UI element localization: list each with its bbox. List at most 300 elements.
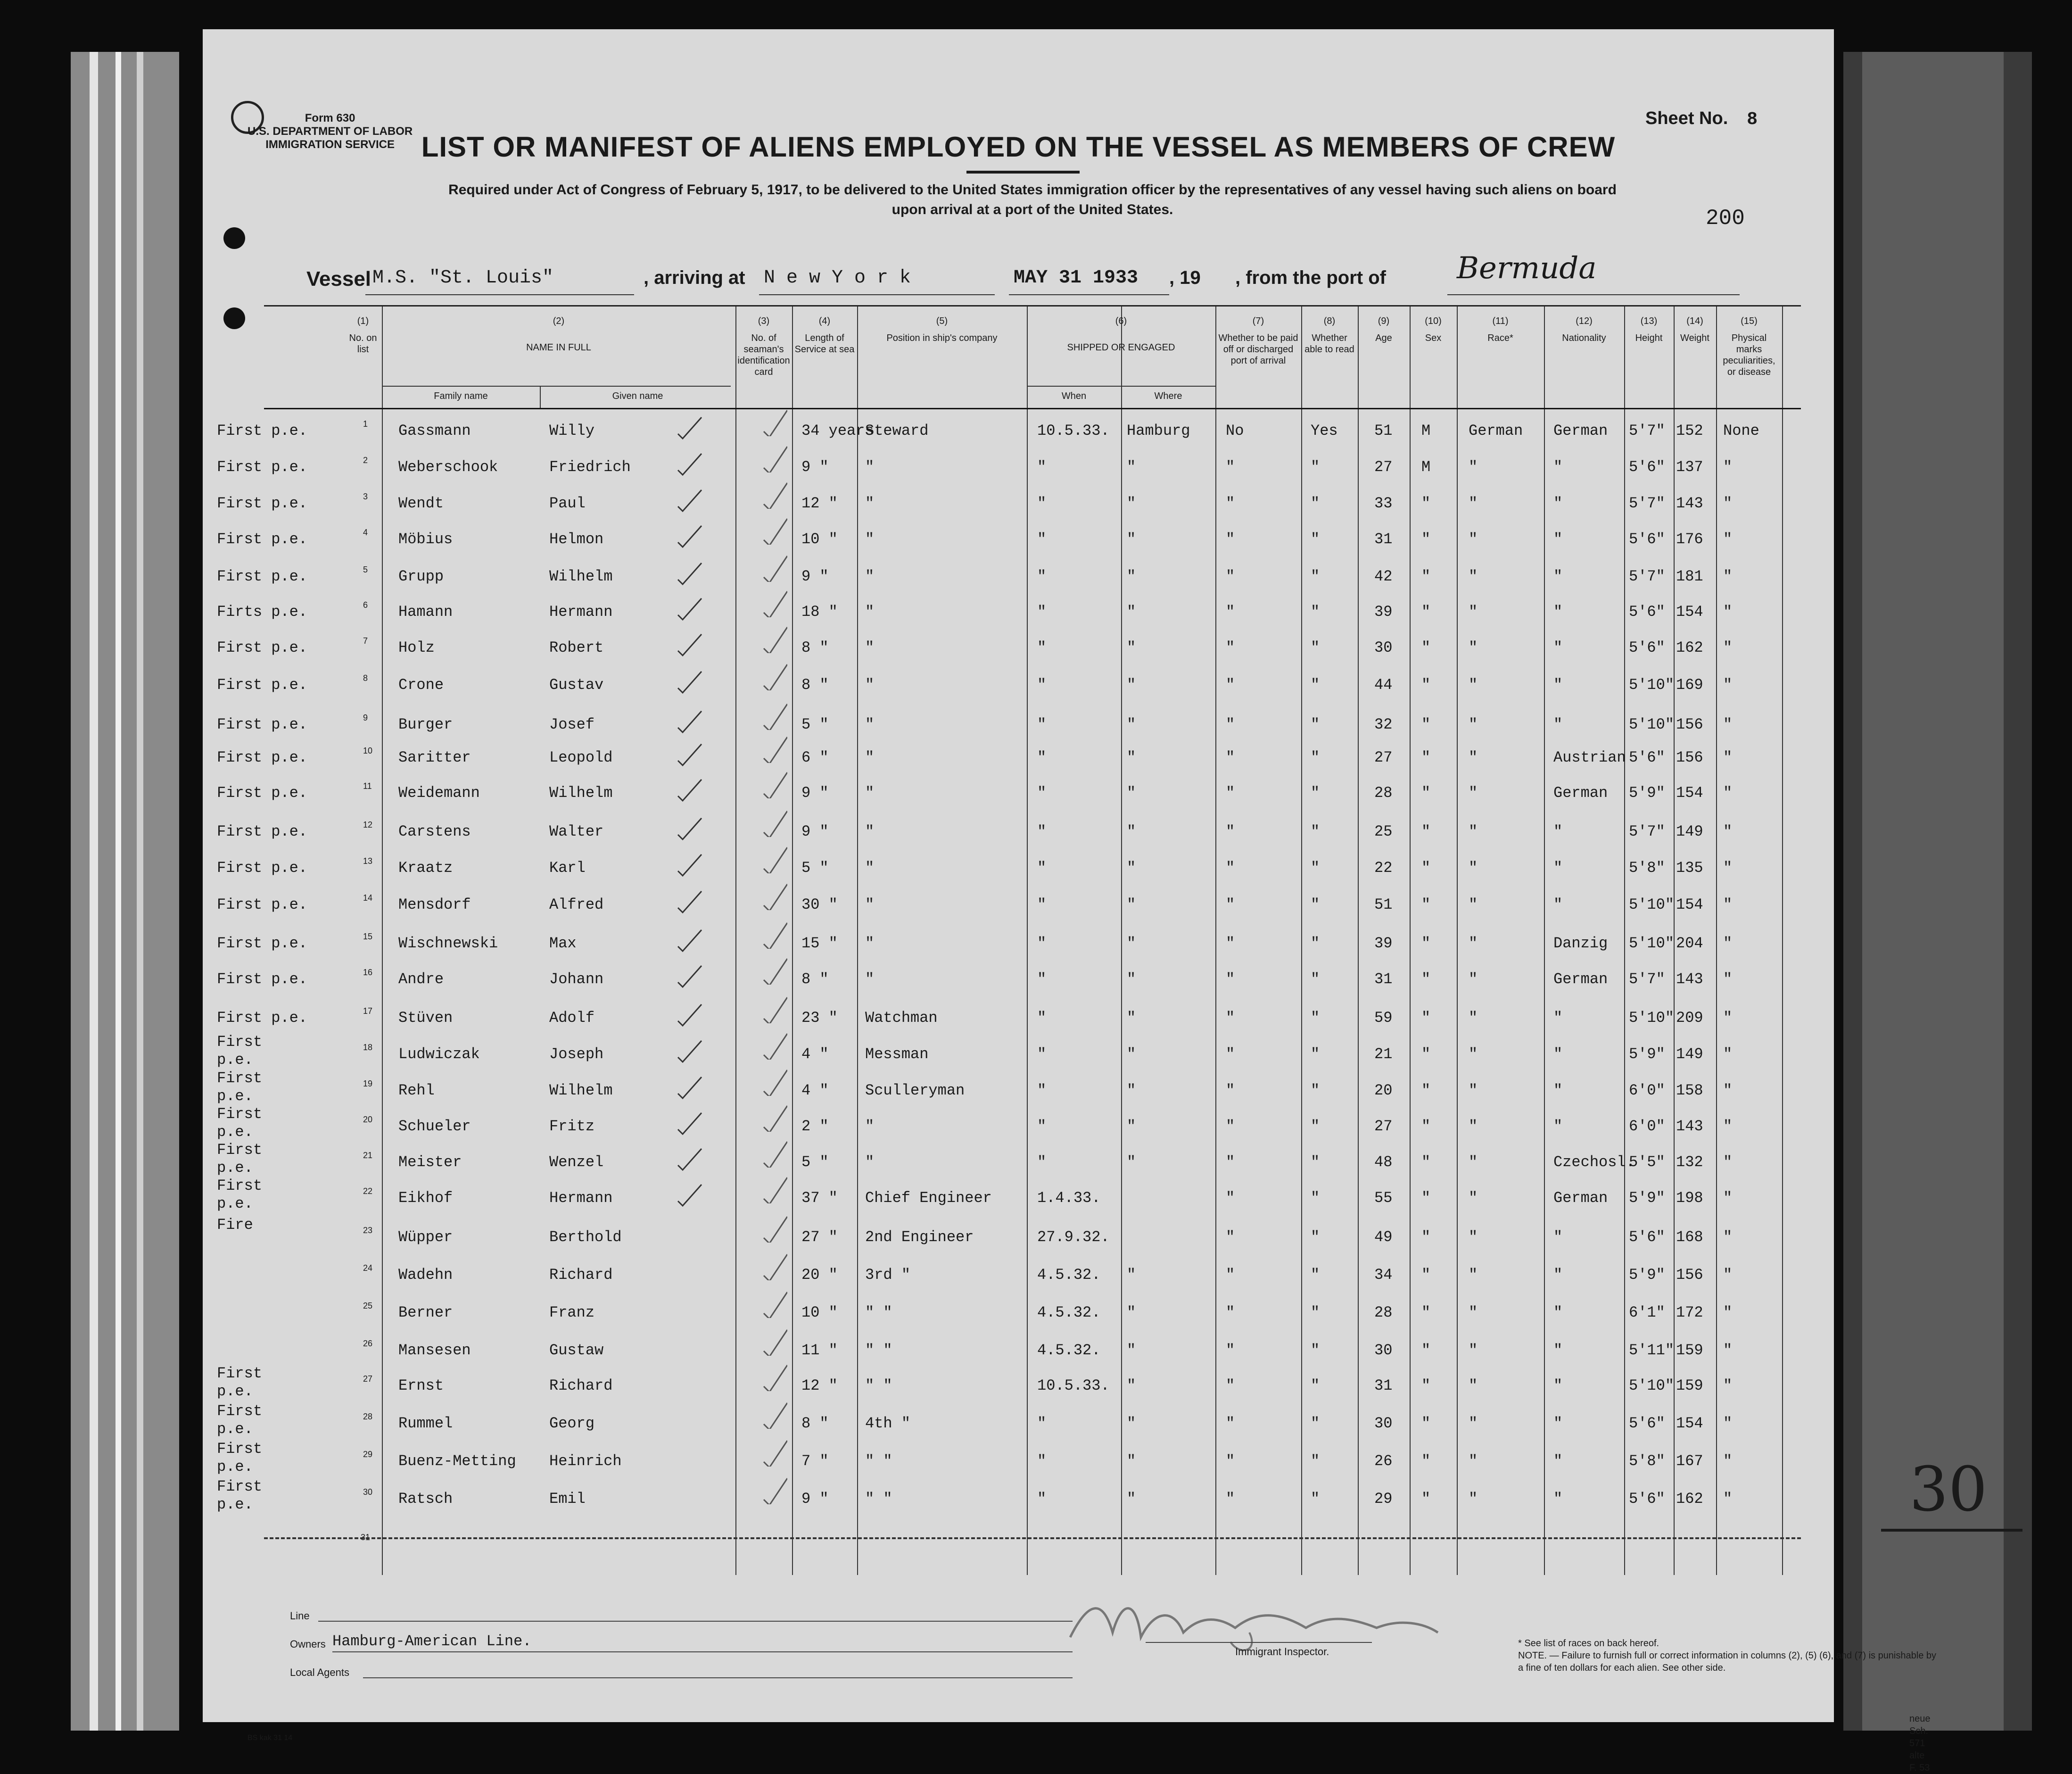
- nationality: ": [1553, 1266, 1563, 1284]
- able-to-read: ": [1311, 1045, 1320, 1063]
- paid-off: ": [1226, 676, 1235, 694]
- class-label: First p.e.: [217, 896, 308, 913]
- weight: 198: [1676, 1189, 1703, 1207]
- table-row: [217, 449, 1801, 486]
- row-31-number: 31: [361, 1533, 371, 1542]
- paid-off: ": [1226, 458, 1235, 476]
- shipped-when: ": [1037, 784, 1047, 802]
- nationality: ": [1553, 1228, 1563, 1246]
- nationality: ": [1553, 495, 1563, 512]
- column-header: Length of Service at sea: [794, 333, 855, 355]
- age: 26: [1374, 1452, 1393, 1470]
- length-of-service: 18 ": [801, 603, 838, 621]
- shipped-when: ": [1037, 639, 1047, 656]
- able-to-read: ": [1311, 716, 1320, 733]
- height: 5'6": [1629, 1490, 1665, 1508]
- position: 4th ": [865, 1415, 911, 1432]
- tally-count: 30: [1909, 1453, 1988, 1525]
- family-name: Kraatz: [398, 859, 453, 877]
- race: ": [1469, 458, 1478, 476]
- position: Messman: [865, 1045, 929, 1063]
- nationality: ": [1553, 1082, 1563, 1099]
- race: ": [1469, 639, 1478, 656]
- column-header: Race*: [1487, 333, 1513, 343]
- height: 5'7": [1629, 823, 1665, 840]
- checkmark-icon: [759, 770, 787, 798]
- nationality: ": [1553, 603, 1563, 621]
- weight: 154: [1676, 896, 1703, 913]
- sex: ": [1421, 1266, 1431, 1284]
- row-number: 11: [363, 781, 372, 791]
- column-number: (1): [357, 316, 369, 326]
- given-name: Alfred: [549, 896, 604, 913]
- length-of-service: 9 ": [801, 823, 829, 840]
- subtitle-line-2: upon arrival at a port of the United States.: [892, 202, 1173, 217]
- sex: ": [1421, 676, 1431, 694]
- checkmark-icon: [759, 1068, 787, 1096]
- given-name: Walter: [549, 823, 604, 840]
- checkmark-icon: [759, 1363, 787, 1391]
- table-row: [217, 1033, 1801, 1073]
- length-of-service: 9 ": [801, 1490, 829, 1508]
- row-number: 16: [363, 968, 373, 977]
- position: ": [865, 676, 875, 694]
- length-of-service: 9 ": [801, 458, 829, 476]
- table-row: [217, 1177, 1801, 1217]
- able-to-read: ": [1311, 1082, 1320, 1099]
- column-number: (13): [1640, 316, 1658, 326]
- column-subheader: Given name: [612, 391, 663, 401]
- shipped-when: ": [1037, 603, 1047, 621]
- height: 6'0": [1629, 1118, 1665, 1135]
- race: ": [1469, 896, 1478, 913]
- checkmark-icon: [674, 1072, 702, 1101]
- nationality: German: [1553, 1189, 1608, 1207]
- family-name: Weidemann: [398, 784, 480, 802]
- paid-off: ": [1226, 568, 1235, 585]
- checkmark-icon: [759, 882, 787, 910]
- paid-off: ": [1226, 1153, 1235, 1171]
- nationality: ": [1553, 1415, 1563, 1432]
- length-of-service: 37 ": [801, 1189, 838, 1207]
- weight: 162: [1676, 1490, 1703, 1508]
- sex: ": [1421, 823, 1431, 840]
- shipped-where: ": [1127, 495, 1136, 512]
- shipped-where: ": [1127, 639, 1136, 656]
- age: 25: [1374, 823, 1393, 840]
- length-of-service: 4 ": [801, 1045, 829, 1063]
- race: ": [1469, 970, 1478, 988]
- table-row: [217, 850, 1801, 887]
- able-to-read: ": [1311, 1377, 1320, 1394]
- form-number: Form 630: [305, 112, 355, 124]
- family-name: Möbius: [398, 531, 453, 548]
- weight: 156: [1676, 1266, 1703, 1284]
- height: 5'10": [1629, 1009, 1675, 1027]
- checkmark-icon: [674, 887, 702, 915]
- shipped-where: ": [1127, 1045, 1136, 1063]
- paid-off: ": [1226, 1009, 1235, 1027]
- physical-marks: ": [1723, 859, 1733, 877]
- age: 39: [1374, 603, 1393, 621]
- checkmark-icon: [674, 558, 702, 587]
- given-name: Wilhelm: [549, 784, 613, 802]
- checkmark-icon: [674, 1108, 702, 1136]
- class-label: Fire: [217, 1216, 253, 1234]
- family-name: Mansesen: [398, 1342, 471, 1359]
- age: 32: [1374, 716, 1393, 733]
- age: 30: [1374, 1342, 1393, 1359]
- paid-off: ": [1226, 1377, 1235, 1394]
- length-of-service: 27 ": [801, 1228, 838, 1246]
- age: 28: [1374, 1304, 1393, 1321]
- able-to-read: Yes: [1311, 422, 1338, 439]
- table-row: [264, 1257, 1801, 1293]
- paid-off: No: [1226, 422, 1244, 439]
- shipped-when: ": [1037, 749, 1047, 766]
- nationality: Czechosl.: [1553, 1153, 1635, 1171]
- length-of-service: 10 ": [801, 531, 838, 548]
- age: 31: [1374, 970, 1393, 988]
- sex: ": [1421, 1452, 1431, 1470]
- shipped-where: ": [1127, 970, 1136, 988]
- height: 5'6": [1629, 1415, 1665, 1432]
- height: 5'6": [1629, 749, 1665, 766]
- paid-off: ": [1226, 1342, 1235, 1359]
- family-name: Grupp: [398, 568, 444, 585]
- nationality: ": [1553, 531, 1563, 548]
- inspector-rule: [1146, 1642, 1372, 1643]
- table-row: [264, 1294, 1801, 1331]
- checkmark-icon: [674, 961, 702, 989]
- weight: 162: [1676, 639, 1703, 656]
- length-of-service: 12 ": [801, 495, 838, 512]
- class-label: First p.e.: [217, 1402, 263, 1438]
- sex: ": [1421, 1153, 1431, 1171]
- class-label: First p.e.: [217, 784, 308, 802]
- weight: 154: [1676, 1415, 1703, 1432]
- checkmark-icon: [759, 554, 787, 582]
- table-row: [217, 558, 1801, 595]
- given-name: Joseph: [549, 1045, 604, 1063]
- given-name: Karl: [549, 859, 586, 877]
- race: ": [1469, 1153, 1478, 1171]
- weight: 156: [1676, 716, 1703, 733]
- age: 28: [1374, 784, 1393, 802]
- family-name: Stüven: [398, 1009, 453, 1027]
- column-header: Weight: [1680, 333, 1709, 343]
- arriving-rule: [759, 294, 995, 295]
- nationality: German: [1553, 970, 1608, 988]
- physical-marks: ": [1723, 1118, 1733, 1135]
- age: 39: [1374, 935, 1393, 952]
- shipped-where: ": [1127, 935, 1136, 952]
- shipped-where: ": [1127, 716, 1136, 733]
- paid-off: ": [1226, 1415, 1235, 1432]
- vessel-rule: [365, 294, 634, 295]
- table-row: [217, 1216, 1801, 1256]
- height: 5'9": [1629, 784, 1665, 802]
- physical-marks: ": [1723, 639, 1733, 656]
- table-row: [217, 485, 1801, 522]
- row-number: 27: [363, 1374, 373, 1384]
- paid-off: ": [1226, 784, 1235, 802]
- checkmark-icon: [674, 1036, 702, 1064]
- column-number: (3): [758, 316, 770, 326]
- sex: M: [1421, 422, 1431, 439]
- class-label: First p.e.: [217, 935, 308, 952]
- paid-off: ": [1226, 1118, 1235, 1135]
- row-number: 17: [363, 1006, 373, 1016]
- age: 59: [1374, 1009, 1393, 1027]
- row-number: 13: [363, 856, 373, 866]
- age: 22: [1374, 859, 1393, 877]
- length-of-service: 6 ": [801, 749, 829, 766]
- position: ": [865, 784, 875, 802]
- able-to-read: ": [1311, 823, 1320, 840]
- weight: 154: [1676, 603, 1703, 621]
- class-label: First p.e.: [217, 1478, 263, 1513]
- table-row: [217, 630, 1801, 666]
- physical-marks: ": [1723, 896, 1733, 913]
- weight: 149: [1676, 1045, 1703, 1063]
- race: ": [1469, 1009, 1478, 1027]
- age: 27: [1374, 749, 1393, 766]
- able-to-read: ": [1311, 859, 1320, 877]
- race: ": [1469, 1082, 1478, 1099]
- given-name: Josef: [549, 716, 595, 733]
- length-of-service: 5 ": [801, 716, 829, 733]
- row-number: 26: [363, 1339, 373, 1348]
- age: 42: [1374, 568, 1393, 585]
- shipped-where: ": [1127, 896, 1136, 913]
- checkmark-icon: [759, 625, 787, 653]
- position: ": [865, 859, 875, 877]
- height: 5'9": [1629, 1045, 1665, 1063]
- column-header: Height: [1635, 333, 1663, 343]
- checkmark-icon: [674, 594, 702, 622]
- given-name: Willy: [549, 422, 595, 439]
- given-name: Berthold: [549, 1228, 622, 1246]
- nationality: German: [1553, 422, 1608, 439]
- length-of-service: 8 ": [801, 639, 829, 656]
- length-of-service: 10 ": [801, 1304, 838, 1321]
- length-of-service: 12 ": [801, 1377, 838, 1394]
- class-label: First p.e.: [217, 1009, 308, 1027]
- age: 30: [1374, 639, 1393, 656]
- sex: ": [1421, 749, 1431, 766]
- able-to-read: ": [1311, 1153, 1320, 1171]
- sex: ": [1421, 1304, 1431, 1321]
- physical-marks: ": [1723, 603, 1733, 621]
- race: ": [1469, 495, 1478, 512]
- able-to-read: ": [1311, 458, 1320, 476]
- family-name: Wischnewski: [398, 935, 498, 952]
- height: 5'10": [1629, 896, 1675, 913]
- position: ": [865, 495, 875, 512]
- physical-marks: ": [1723, 1009, 1733, 1027]
- checkmark-icon: [759, 1139, 787, 1168]
- shipped-when: ": [1037, 896, 1047, 913]
- given-name: Johann: [549, 970, 604, 988]
- footer-agents-rule: [363, 1677, 1073, 1678]
- family-name: Wadehn: [398, 1266, 453, 1284]
- table-row: [217, 521, 1801, 558]
- sex: ": [1421, 1377, 1431, 1394]
- weight: 181: [1676, 568, 1703, 585]
- shipped-where: ": [1127, 568, 1136, 585]
- nationality: ": [1553, 716, 1563, 733]
- row-number: 29: [363, 1450, 373, 1459]
- given-name: Hermann: [549, 1189, 613, 1207]
- weight: 154: [1676, 784, 1703, 802]
- race: ": [1469, 676, 1478, 694]
- shipped-where: ": [1127, 676, 1136, 694]
- weight: 156: [1676, 749, 1703, 766]
- class-label: First p.e.: [217, 568, 308, 585]
- given-name: Georg: [549, 1415, 595, 1432]
- footer-line-rule: [318, 1621, 1073, 1622]
- physical-marks: None: [1723, 422, 1759, 439]
- able-to-read: ": [1311, 1342, 1320, 1359]
- shipped-when: 4.5.32.: [1037, 1342, 1101, 1359]
- paid-off: ": [1226, 896, 1235, 913]
- race: ": [1469, 1118, 1478, 1135]
- column-header: SHIPPED OR ENGAGED: [1067, 342, 1175, 353]
- given-name: Franz: [549, 1304, 595, 1321]
- paid-off: ": [1226, 749, 1235, 766]
- class-label: First p.e.: [217, 639, 308, 656]
- sex: ": [1421, 859, 1431, 877]
- row-number: 4: [363, 528, 368, 537]
- position: ": [865, 1118, 875, 1135]
- race: ": [1469, 784, 1478, 802]
- physical-marks: ": [1723, 1304, 1733, 1321]
- paid-off: ": [1226, 1304, 1235, 1321]
- sex: ": [1421, 716, 1431, 733]
- shipped-when: ": [1037, 1009, 1047, 1027]
- weight: 204: [1676, 935, 1703, 952]
- height: 5'6": [1629, 531, 1665, 548]
- physical-marks: ": [1723, 1228, 1733, 1246]
- checkmark-icon: [759, 1438, 787, 1467]
- weight: 172: [1676, 1304, 1703, 1321]
- table-row: [217, 1105, 1801, 1145]
- shipped-where: ": [1127, 823, 1136, 840]
- family-name: Ludwiczak: [398, 1045, 480, 1063]
- column-number: (12): [1576, 316, 1593, 326]
- checkmark-icon: [674, 413, 702, 441]
- sex: ": [1421, 896, 1431, 913]
- table-row: [217, 775, 1801, 812]
- position: " ": [865, 1377, 892, 1394]
- physical-marks: ": [1723, 1342, 1733, 1359]
- checkmark-icon: [759, 1476, 787, 1504]
- race: ": [1469, 1452, 1478, 1470]
- sex: ": [1421, 495, 1431, 512]
- class-label: First p.e.: [217, 716, 308, 733]
- class-label: First p.e.: [217, 1069, 263, 1105]
- sex: ": [1421, 935, 1431, 952]
- shipped-where: Hamburg: [1127, 422, 1190, 439]
- checkmark-icon: [759, 444, 787, 473]
- family-name: Ratsch: [398, 1490, 453, 1508]
- column-number: (7): [1252, 316, 1264, 326]
- position: ": [865, 531, 875, 548]
- column-header: Age: [1375, 333, 1392, 343]
- height: 5'6": [1629, 603, 1665, 621]
- position: " ": [865, 1452, 892, 1470]
- nationality: ": [1553, 859, 1563, 877]
- length-of-service: 9 ": [801, 784, 829, 802]
- shipped-when: ": [1037, 716, 1047, 733]
- shipped-when: ": [1037, 823, 1047, 840]
- table-row: [217, 1141, 1801, 1181]
- row-number: 12: [363, 820, 373, 829]
- table-row: [217, 1478, 1801, 1517]
- nationality: ": [1553, 676, 1563, 694]
- family-name: Berner: [398, 1304, 453, 1321]
- sex: ": [1421, 784, 1431, 802]
- weight: 159: [1676, 1377, 1703, 1394]
- age: 55: [1374, 1189, 1393, 1207]
- checkmark-icon: [759, 481, 787, 509]
- shipped-when: 10.5.33.: [1037, 1377, 1110, 1394]
- checkmark-icon: [759, 995, 787, 1023]
- class-label: First p.e.: [217, 749, 308, 766]
- table-row: [217, 1402, 1801, 1442]
- physical-marks: ": [1723, 1452, 1733, 1470]
- row-number: 8: [363, 673, 368, 683]
- row-number: 3: [363, 492, 368, 501]
- title-underline: [966, 171, 1080, 174]
- family-name: Ernst: [398, 1377, 444, 1394]
- page-subtitle: [391, 180, 1674, 220]
- nationality: ": [1553, 1377, 1563, 1394]
- nationality: ": [1553, 568, 1563, 585]
- row-number: 19: [363, 1079, 373, 1088]
- row-number: 6: [363, 600, 368, 610]
- race: ": [1469, 1490, 1478, 1508]
- shipped-where: ": [1127, 1415, 1136, 1432]
- given-name: Heinrich: [549, 1452, 622, 1470]
- checkmark-icon: [759, 1290, 787, 1318]
- sex: ": [1421, 1490, 1431, 1508]
- able-to-read: ": [1311, 1228, 1320, 1246]
- department-name: U.S. DEPARTMENT OF LABOR: [248, 125, 413, 138]
- position: ": [865, 970, 875, 988]
- column-number: (6): [1115, 316, 1127, 326]
- checkmark-icon: [674, 706, 702, 735]
- race: ": [1469, 716, 1478, 733]
- family-name: Weberschook: [398, 458, 498, 476]
- paid-off: ": [1226, 1228, 1235, 1246]
- stamp-number: 200: [1706, 206, 1745, 231]
- shipped-when: ": [1037, 568, 1047, 585]
- sheet-value: 8: [1747, 109, 1758, 130]
- length-of-service: 7 ": [801, 1452, 829, 1470]
- column-number: (14): [1686, 316, 1703, 326]
- given-name: Friedrich: [549, 458, 631, 476]
- given-name: Robert: [549, 639, 604, 656]
- checkmark-icon: [674, 630, 702, 658]
- class-label: First p.e.: [217, 422, 308, 439]
- shipped-where: ": [1127, 1153, 1136, 1171]
- shipped-when: 10.5.33.: [1037, 422, 1110, 439]
- paid-off: ": [1226, 1189, 1235, 1207]
- height: 6'0": [1629, 1082, 1665, 1099]
- column-number: (9): [1378, 316, 1390, 326]
